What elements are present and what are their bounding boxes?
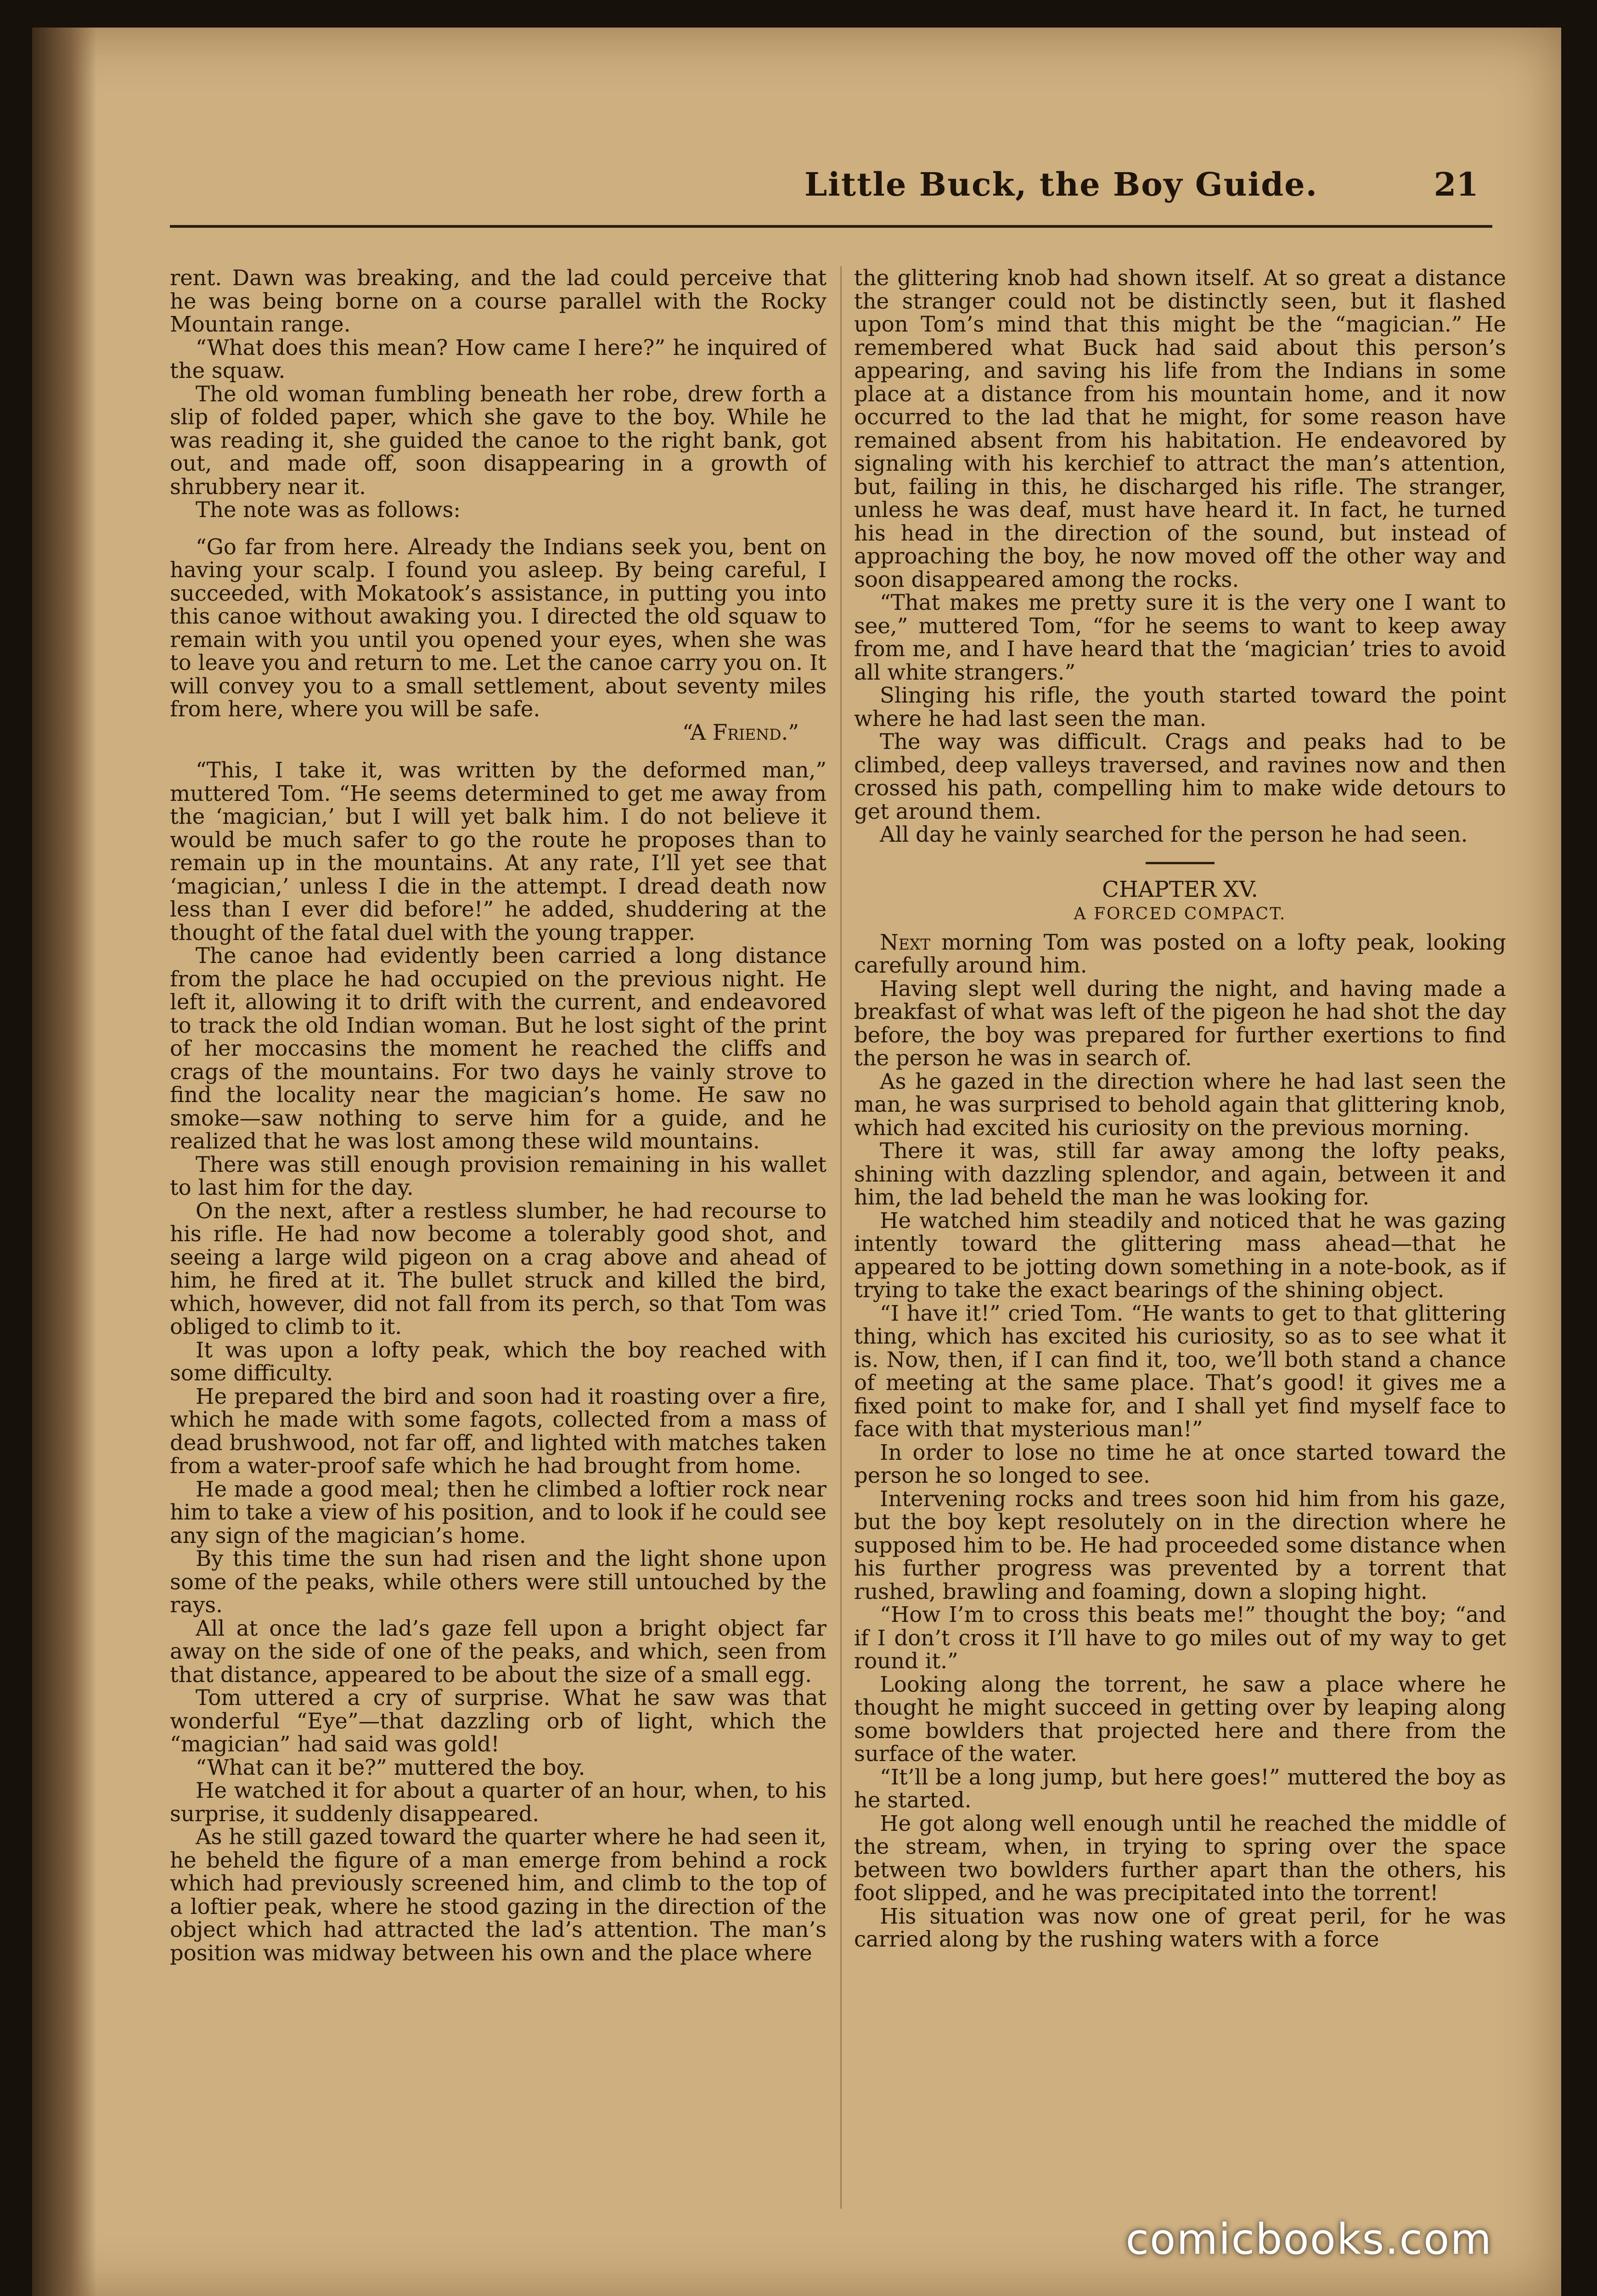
paragraph: As he gazed in the direction where he had last seen the man, he was surprised to behold again that glittering knob, which had excited his curiosity on the previous morning.: [854, 1069, 1506, 1140]
paragraph: Tom uttered a cry of surprise. What he saw was that wonderful “Eye”—that dazzling orb of light, which the “magician” had said was gold!: [170, 1685, 827, 1756]
paragraph: “This, I take it, was written by the deformed man,” muttered Tom. “He seems determined to get me away from the ‘magician,’ but I will yet balk him. I do not believe it would be much safer to go the route he proposes than to remain up in the mountains. At any rate, I’ll yet see that ‘magician,’ unless I die in the attempt. I dread death now less than I ever did before!” he added, shuddering at the thought of the fatal duel with the young trapper.: [170, 758, 827, 945]
note-body: “Go far from here. Already the Indians seek you, bent on having your scalp. I found you asleep. By being careful, I succeeded, with Mokatook’s assistance, in putting you into this canoe without awaking you. I directed the old squaw to remain with you until you opened your eyes, when she was to leave you and return to me. Let the canoe carry you on. It will convey you to a small settlement, about seventy miles from here, where you will be safe.: [170, 534, 827, 721]
paragraph: He watched it for about a quarter of an hour, when, to his surprise, it suddenly disappeared.: [170, 1778, 827, 1826]
paragraph: the glittering knob had shown itself. At so great a distance the stranger could not be distinctly seen, but it flashed upon Tom’s mind that this might be the “magician.” He remembered what Buck had said about this person’s appearing, and saving his life from the Indians in some place at a distance from his mountain home, and it now occurred to the lad that he might, for some reason have remained absent from his habitation. He endeavored by signaling with his kerchief to attract the man’s attention, but, failing in this, he discharged his rifle. The stranger, unless he was deaf, must have heard it. In fact, he turned his head in the direction of the sound, but instead of approaching the boy, he now moved off the other way and soon disappeared among the rocks.: [854, 266, 1506, 592]
right-column: [854, 266, 1506, 2209]
paragraph: There it was, still far away among the lofty peaks, shining with dazzling splendor, and again, between it and him, the lad beheld the man he was looking for.: [854, 1138, 1506, 1210]
paragraph: “What can it be?” muttered the boy.: [196, 1755, 585, 1780]
site-watermark: comicbooks.com: [1125, 2215, 1492, 2264]
opening-text: morning Tom was posted on a lofty peak, looking carefully around him.: [854, 929, 1506, 978]
paragraph: All at once the lad’s gaze fell upon a bright object far away on the side of one of the peaks, and which, seen from that distance, appeared to be about the size of a small egg.: [170, 1615, 827, 1687]
paragraph: There was still enough provision remaining in his wallet to last him for the day.: [170, 1152, 827, 1200]
paragraph: The canoe had evidently been carried a long distance from the place he had occupied on the previous night. He left it, allowing it to drift with the current, and endeavored to track the old Indian woman. But he lost sight of the print of her moccasins the moment he reached the cliffs and crags of the mountains. For two days he vainly strove to find the locality near the magician’s home. He saw no smoke—saw nothing to serve him for a guide, and he realized that he was lost among these wild mountains.: [170, 943, 827, 1154]
paragraph: All day he vainly searched for the person he had seen.: [880, 822, 1468, 847]
paragraph: He prepared the bird and soon had it roasting over a fire, which he made with some fagots, collected from a mass of dead brushwood, not far off, and lighted with matches taken from a water-proof safe which he had brought from home.: [170, 1384, 827, 1478]
paragraph: “That makes me pretty sure it is the very one I want to see,” muttered Tom, “for he seems to want to keep away from me, and I have heard that the ‘magician’ tries to avoid all white strangers.”: [854, 590, 1506, 685]
opening-word: Next: [880, 929, 931, 955]
chapter-opening-paragraph: [854, 931, 1506, 977]
paragraph: rent. Dawn was breaking, and the lad could perceive that he was being borne on a course parallel with the Rocky Mountain range.: [170, 266, 827, 337]
running-title: Little Buck, the Boy Guide.: [804, 165, 1318, 203]
quoted-note: [170, 535, 827, 744]
paragraph: As he still gazed toward the quarter where he had seen it, he beheld the figure of a man emerge from behind a rock which had previously screened him, and climb to the top of a loftier peak, where he stood gazing in the direction of the object which had attracted the lad’s attention. The man’s position was midway between his own and the place where: [170, 1824, 827, 1965]
paragraph: His situation was now one of great peril, for he was carried along by the rushing waters with a force: [854, 1903, 1506, 1952]
paragraph: The way was difficult. Crags and peaks had to be climbed, deep valleys traversed, and ravines now and then crossed his path, compelling him to make wide detours to get around them.: [854, 729, 1506, 824]
paragraph: “How I’m to cross this beats me!” thought the boy; “and if I don’t cross it I’ll have to go miles out of my way to get round it.”: [854, 1602, 1506, 1673]
chapter-heading: CHAPTER XV.: [1102, 876, 1258, 902]
book-spine: [32, 28, 96, 2296]
book-page: [32, 28, 1561, 2296]
section-divider: [1146, 862, 1215, 864]
paragraph: Looking along the torrent, he saw a place where he thought he might succeed in getting over by leaping along some bowlders that projected here and there from the surface of the water.: [854, 1671, 1506, 1766]
paragraph: He watched him steadily and noticed that he was gazing intently toward the glittering mass ahead—that he appeared to be jotting down something in a note-book, as if trying to take the exact bearings of the shining object.: [854, 1208, 1506, 1302]
paragraph: Slinging his rifle, the youth started toward the point where he had last seen the man.: [854, 683, 1506, 731]
paragraph: Having slept well during the night, and having made a breakfast of what was left of the pigeon he had shot the day before, the boy was prepared for further exertions to find the person he was in search of.: [854, 976, 1506, 1070]
paragraph: He made a good meal; then he climbed a loftier rock near him to take a view of his position, and to look if he could see any sign of the magician’s home.: [170, 1476, 827, 1548]
paragraph: In order to lose no time he at once started toward the person he so longed to see.: [854, 1440, 1506, 1488]
paragraph: “What does this mean? How came I here?” he inquired of the squaw.: [170, 335, 827, 383]
chapter-subtitle: A FORCED COMPACT.: [1074, 905, 1287, 923]
column-divider: [840, 266, 842, 2209]
paragraph: He got along well enough until he reached the middle of the stream, when, in trying to spring over the space between two bowlders further apart than the others, his foot slipped, and he was precipitated into the torrent!: [854, 1811, 1506, 1905]
paragraph: Intervening rocks and trees soon hid him from his gaze, but the boy kept resolutely on in the direction where he supposed him to be. He had proceeded some distance when his further progress was prevented by a torrent that rushed, brawling and foaming, down a sloping hight.: [854, 1486, 1506, 1604]
paragraph: On the next, after a restless slumber, he had recourse to his rifle. He had now become a tolerably good shot, and seeing a large wild pigeon on a crag above and ahead of him, he fired at it. The bullet struck and killed the bird, which, however, did not fall from its perch, so that Tom was obliged to climb to it.: [170, 1198, 827, 1339]
paragraph: It was upon a lofty peak, which the boy reached with some difficulty.: [170, 1337, 827, 1385]
left-column: [170, 266, 827, 2209]
note-signature: “A Friend.”: [682, 720, 799, 745]
paragraph: By this time the sun had risen and the light shone upon some of the peaks, while others were still untouched by the rays.: [170, 1546, 827, 1617]
paragraph: The old woman fumbling beneath her robe, drew forth a slip of folded paper, which she gave to the boy. While he was reading it, she guided the canoe to the right bank, got out, and made off, soon disappearing in a growth of shrubbery near it.: [170, 381, 827, 499]
paragraph: “I have it!” cried Tom. “He wants to get to that glittering thing, which has excited his curiosity, so as to see what it is. Now, then, if I can find it, too, we’ll both stand a chance of meeting at the same place. That’s good! it gives me a fixed point to make for, and I shall yet find myself face to face with that mysterious man!”: [854, 1300, 1506, 1441]
running-header: [170, 165, 1492, 228]
paragraph: The note was as follows:: [196, 497, 461, 522]
paragraph: “It’ll be a long jump, but here goes!” muttered the boy as he started.: [854, 1764, 1506, 1812]
page-number: 21: [1434, 165, 1479, 203]
